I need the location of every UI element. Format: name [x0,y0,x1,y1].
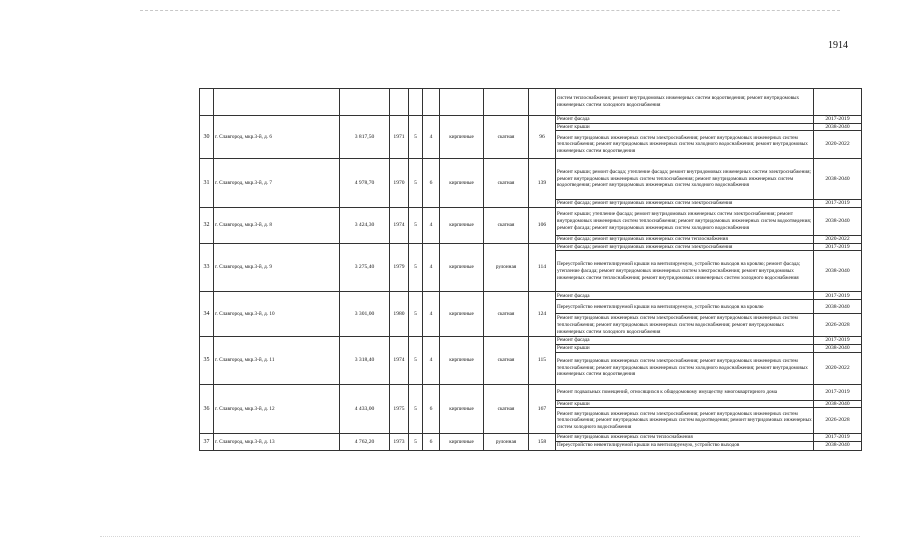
year-cell: 1974 [390,207,409,243]
entrances-cell: 4 [423,337,440,384]
floors-cell: 5 [409,337,423,384]
works-cell: Ремонт фасада [556,292,814,300]
roof-type-cell: скатная [484,116,529,159]
works-cell: Ремонт фасада; ремонт внутридомовых инженерных систем теплоснабжения [556,235,814,243]
period-cell: 2038-2040 [814,251,862,292]
works-cell: Ремонт внутридомовых инженерных систем электроснабжения; ремонт внутридомовых инженерных систем теплоснабжения; ремонт внутридомовых инженерных систем водоотведения; ремонт внутридомовых инженерных систем холодного водоснабжения [556,408,814,434]
apartments-cell: 167 [529,384,556,434]
table-row [200,292,862,300]
floors-cell: 5 [409,243,423,292]
address-cell: г. Славгород, мкр.3-й, д. 13 [214,434,340,451]
period-cell: 2017-2019 [814,116,862,124]
address-cell: г. Славгород, мкр.3-й, д. 11 [214,337,340,384]
table-row [200,434,862,442]
apartments-cell: 139 [529,159,556,208]
wall-material-cell: кирпичные [440,337,484,384]
works-cell: Ремонт фасада [556,116,814,124]
address-cell: г. Славгород, мкр.3-й, д. 7 [214,159,340,208]
area-cell: 3 275,40 [340,243,390,292]
address-cell: г. Славгород, мкр.3-й, д. 9 [214,243,340,292]
works-cell: Переустройство невентилируемой крыши на вентилируемую, устройство выходов на кровлю [556,300,814,314]
apartments-cell: 114 [529,243,556,292]
works-cell: Ремонт внутридомовых инженерных систем теплоснабжения [556,434,814,442]
roof-type-cell: рулонная [484,243,529,292]
period-cell: 2017-2019 [814,292,862,300]
period-cell: 2020-2022 [814,235,862,243]
area-cell: 3 817,50 [340,116,390,159]
empty-cell [529,89,556,116]
period-cell: 2017-2019 [814,434,862,442]
roof-type-cell: скатная [484,159,529,208]
area-cell: 4 978,70 [340,159,390,208]
period-cell: 2038-2040 [814,344,862,352]
row-number: 32 [200,207,214,243]
roof-type-cell: скатная [484,337,529,384]
table-row [200,159,862,200]
apartments-cell: 158 [529,434,556,451]
works-cell: Ремонт крыши [556,344,814,352]
floors-cell: 5 [409,116,423,159]
row-number: 31 [200,159,214,208]
works-cell: Ремонт фасада; ремонт внутридомовых инженерных систем электроснабжения [556,200,814,208]
empty-cell [484,89,529,116]
entrances-cell: 4 [423,207,440,243]
period-cell: 2017-2019 [814,243,862,251]
wall-material-cell: кирпичные [440,292,484,337]
row-number: 34 [200,292,214,337]
works-cell: Ремонт внутридомовых инженерных систем электроснабжения; ремонт внутридомовых инженерных систем теплоснабжения; ремонт внутридомовых инженерных систем холодного водоснабжения; ремонт внутридомовых инженерных систем водоотведения [556,131,814,159]
apartments-cell: 115 [529,337,556,384]
roof-type-cell: скатная [484,384,529,434]
area-cell: 3 301,00 [340,292,390,337]
row-number: 33 [200,243,214,292]
roof-type-cell: рулонная [484,434,529,451]
table-row [200,337,862,345]
scan-artifact-bottom [100,536,860,537]
wall-material-cell: кирпичные [440,116,484,159]
area-cell: 4 433,00 [340,384,390,434]
period-cell: 2038-2040 [814,441,862,450]
wall-material-cell: кирпичные [440,434,484,451]
table-row [200,116,862,124]
year-cell: 1973 [390,434,409,451]
row-number: 35 [200,337,214,384]
works-cell: систем теплоснабжения; ремонт внутридомовых инженерных систем водоотведения; ремонт внутридомовых инженерных систем холодного водоснабжения [556,89,814,116]
period-cell: 2026-2028 [814,408,862,434]
wall-material-cell: кирпичные [440,384,484,434]
works-cell: Ремонт подвальных помещений, относящихся к общедомовому имуществу многоквартирного дома [556,384,814,400]
address-cell: г. Славгород, мкр.3-й, д. 12 [214,384,340,434]
apartments-cell: 96 [529,116,556,159]
period-cell: 2038-2040 [814,400,862,408]
table-row [200,207,862,235]
table-row [200,384,862,400]
floors-cell: 5 [409,384,423,434]
wall-material-cell: кирпичные [440,243,484,292]
period-cell: 2017-2019 [814,384,862,400]
address-cell: г. Славгород, мкр.3-й, д. 10 [214,292,340,337]
entrances-cell: 6 [423,384,440,434]
roof-type-cell: скатная [484,207,529,243]
works-cell: Ремонт крыши; утепление фасада; ремонт внутридомовых инженерных систем электроснабжения; ремонт внутридомовых инженерных систем теплоснабжения; ремонт внутридомовых инженерных систем водоотведения; ремонт фасада; ремонт внутридомовых инженерных систем холодного водоснабжения [556,207,814,235]
year-cell: 1980 [390,292,409,337]
year-cell: 1979 [390,243,409,292]
area-cell: 4 762,20 [340,434,390,451]
works-cell: Ремонт крыши; ремонт фасада; утепление фасада; ремонт внутридомовых инженерных систем электроснабжения; ремонт внутридомовых инженерных систем теплоснабжения; ремонт внутридомовых инженерных систем водоотведения; ремонт внутридомовых инженерных систем холодного водоснабжения [556,159,814,200]
works-cell: Переустройство невентилируемой крыши на вентилируемую, устройство выходов [556,441,814,450]
page-number: 1914 [828,40,848,51]
wall-material-cell: кирпичные [440,159,484,208]
period-cell: 2017-2019 [814,200,862,208]
works-cell: Ремонт внутридомовых инженерных систем электроснабжения; ремонт внутридомовых инженерных систем теплоснабжения; ремонт внутридомовых инженерных систем холодного водоснабжения; ремонт внутридомовых инженерных систем водоотведения [556,352,814,384]
area-cell: 3 318,40 [340,337,390,384]
works-cell: Ремонт фасада [556,337,814,345]
period-cell [814,89,862,116]
row-number: 36 [200,384,214,434]
floors-cell: 5 [409,207,423,243]
entrances-cell: 4 [423,292,440,337]
roof-type-cell: скатная [484,292,529,337]
period-cell: 2038-2040 [814,207,862,235]
year-cell: 1971 [390,116,409,159]
period-cell: 2017-2019 [814,337,862,345]
period-cell: 2026-2028 [814,314,862,337]
empty-cell [200,89,214,116]
period-cell: 2038-2040 [814,300,862,314]
row-number: 30 [200,116,214,159]
period-cell: 2020-2022 [814,352,862,384]
table-row [200,89,862,116]
housing-repair-table [199,88,862,451]
year-cell: 1975 [390,384,409,434]
address-cell: г. Славгород, мкр.3-й, д. 6 [214,116,340,159]
works-cell: Ремонт внутридомовых инженерных систем электроснабжения; ремонт внутридомовых инженерных систем теплоснабжения; ремонт внутридомовых инженерных систем водоснабжения; ремонт внутридомовых инженерных систем холодного водоснабжения [556,314,814,337]
empty-cell [214,89,340,116]
apartments-cell: 124 [529,292,556,337]
empty-cell [423,89,440,116]
period-cell: 2020-2022 [814,131,862,159]
address-cell: г. Славгород, мкр.3-й, д. 8 [214,207,340,243]
year-cell: 1970 [390,159,409,208]
apartments-cell: 106 [529,207,556,243]
scan-artifact-line [140,10,840,11]
floors-cell: 5 [409,292,423,337]
year-cell: 1974 [390,337,409,384]
works-cell: Ремонт фасада; ремонт внутридомовых инженерных систем электроснабжения [556,243,814,251]
period-cell: 2038-2040 [814,159,862,200]
table-body [200,89,862,451]
entrances-cell: 4 [423,243,440,292]
entrances-cell: 6 [423,159,440,208]
floors-cell: 5 [409,159,423,208]
floors-cell: 5 [409,434,423,451]
empty-cell [409,89,423,116]
area-cell: 3 424,30 [340,207,390,243]
empty-cell [440,89,484,116]
empty-cell [390,89,409,116]
table-row [200,243,862,251]
entrances-cell: 4 [423,116,440,159]
works-cell: Переустройство невентилируемой крыши на вентилируемую, устройство выходов на кровлю; ремонт фасада; утепление фасада; ремонт внутридомовых инженерных систем электроснабжения; ремонт внутридомовых инженерных систем теплоснабжения; ремонт внутридомовых инженерных систем холодного водоснабжения [556,251,814,292]
entrances-cell: 6 [423,434,440,451]
row-number: 37 [200,434,214,451]
works-cell: Ремонт крыши [556,123,814,131]
wall-material-cell: кирпичные [440,207,484,243]
works-cell: Ремонт крыши [556,400,814,408]
empty-cell [340,89,390,116]
period-cell: 2038-2040 [814,123,862,131]
